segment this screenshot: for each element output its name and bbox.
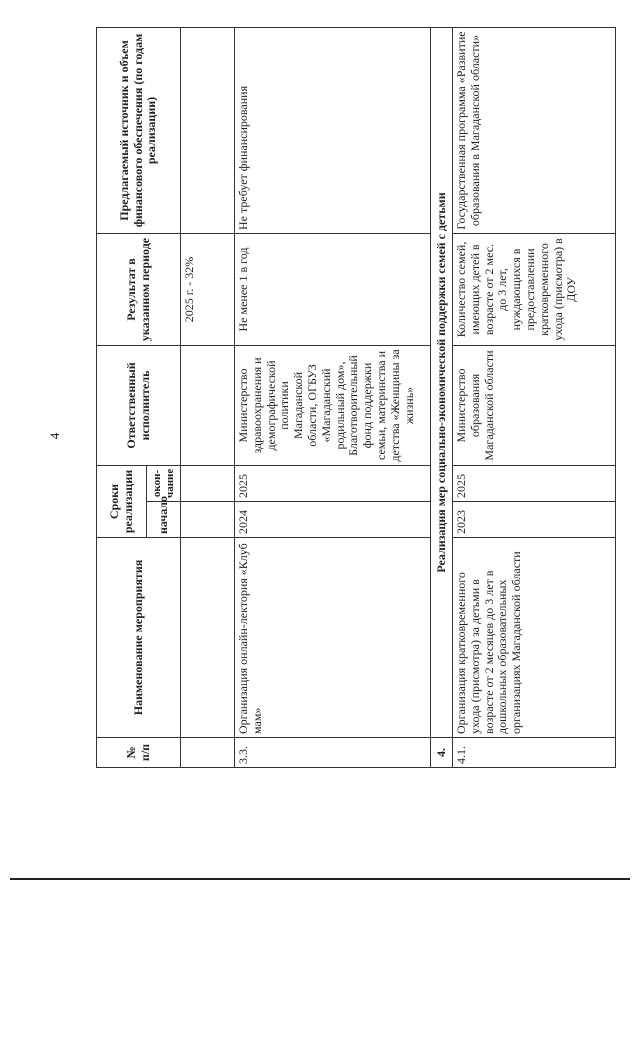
row-num xyxy=(181,738,235,768)
header-terms: Сроки реализации xyxy=(97,465,147,537)
landscape-content xyxy=(96,28,616,768)
row-num: 3.3. xyxy=(235,738,431,768)
row-name: Организация кратковременного ухода (присмотра) за детьми в возрасте от 2 месяцев до 3 лет в дошкольных образовательных организациях Магаданской области xyxy=(453,538,616,738)
header-name: Наименование мероприятия xyxy=(97,538,181,738)
section-title: Реализация мер социально-экономической поддержки семей с детьми xyxy=(431,27,453,737)
row-name xyxy=(181,538,235,738)
header-end: окон-чание xyxy=(147,465,181,501)
row-result: 2025 г. - 32% xyxy=(181,233,235,345)
row-source xyxy=(181,27,235,233)
header-result: Результат в указанном периоде xyxy=(97,233,181,345)
row-end: 2025 xyxy=(235,465,431,501)
row-start: 2023 xyxy=(453,502,616,538)
header-num: № п/п xyxy=(97,738,181,768)
row-name: Организация онлайн-лектория «Клуб мам» xyxy=(235,538,431,738)
table-row xyxy=(235,27,431,767)
row-result: Количество семей, имеющих детей в возрасте от 2 мес. до 3 лет, нуждающихся в предоставлении кратковременного ухода (присмотра) в ДОУ xyxy=(453,233,616,345)
horizontal-rule xyxy=(10,878,630,880)
header-responsible: Ответственный исполнитель xyxy=(97,345,181,465)
row-num: 4.1. xyxy=(453,738,616,768)
row-start xyxy=(181,502,235,538)
row-responsible xyxy=(181,345,235,465)
table-row xyxy=(453,27,616,767)
row-end: 2025 xyxy=(453,465,616,501)
page-number: 4 xyxy=(47,432,62,440)
row-source: Государственная программа «Развитие образования в Магаданской области» xyxy=(453,27,616,233)
rotated-table-sheet xyxy=(96,28,616,768)
row-responsible: Министерство здравоохранения и демографической политики Магаданской области, ОГБУЗ «Магаданский родильный дом», Благотворительный фонд поддержки семьи, материнства и детства «Женщины за жизнь» xyxy=(235,345,431,465)
measures-table xyxy=(96,27,616,768)
table-row xyxy=(181,27,235,767)
row-responsible: Министерство образования Магаданской области xyxy=(453,345,616,465)
header-start: начало xyxy=(147,502,181,538)
header-source: Предлагаемый источник и объем финансового обеспечения (по годам реализации) xyxy=(97,27,181,233)
header-row-1 xyxy=(97,27,147,767)
section-row xyxy=(431,27,453,767)
section-num: 4. xyxy=(431,738,453,768)
row-result: Не менее 1 в год xyxy=(235,233,431,345)
row-source: Не требует финансирования xyxy=(235,27,431,233)
row-end xyxy=(181,465,235,501)
row-start: 2024 xyxy=(235,502,431,538)
